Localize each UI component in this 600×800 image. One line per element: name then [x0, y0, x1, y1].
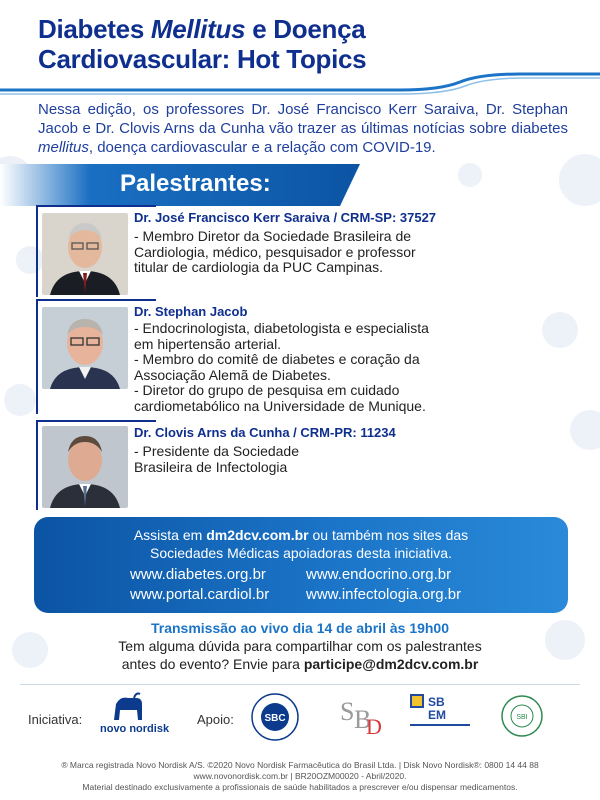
link-infectologia[interactable]: www.infectologia.org.br — [306, 586, 462, 603]
svg-text:SB: SB — [428, 695, 445, 709]
speaker-description: - Endocrinologista, diabetologista e especialista em hipertensão arterial. - Membro do comitê de diabetes e coração da Associação Alemã de Diabetes. - Diretor do grupo de pesquisa em cuidado cardiometabólico na Universidade de Munique. — [134, 320, 429, 414]
novo-nordisk-wordmark: novo nordisk — [100, 723, 170, 735]
question-text: Tem alguma dúvida para compartilhar com os palestrantes antes do evento? Envie para participe@dm2dcv.com.br — [118, 638, 482, 672]
watch-info-text: Assista em dm2dcv.com.br ou também nos sites das Sociedades Médicas apoiadoras desta iniciativa. — [133, 527, 469, 561]
intro-paragraph: Nessa edição, os professores Dr. José Francisco Kerr Saraiva, Dr. Stephan Jacob e Dr. Clovis Arns da Cunha vão trazer as últimas notícias sobre diabetes mellitus, doença cardiovascular e a relação com COVID-19. — [38, 101, 568, 156]
svg-text:EM: EM — [428, 708, 446, 722]
footer-divider — [20, 684, 580, 685]
speaker-description: - Membro Diretor da Sociedade Brasileira de Cardiologia, médico, pesquisador e professor titular de cardiologia da PUC Campinas. — [134, 228, 416, 275]
legal-line-1: ® Marca registrada Novo Nordisk A/S. ©2020 Novo Nordisk Farmacêutica do Brasil Ltda. | Disk Novo Nordisk®: 0800 14 44 88 — [61, 760, 539, 770]
speaker-card — [36, 205, 566, 300]
svg-text:B: B — [354, 705, 372, 734]
speaker-card — [36, 299, 566, 417]
novo-nordisk-logo — [108, 690, 148, 726]
sbd-logo — [332, 690, 388, 740]
link-cardiol[interactable]: www.portal.cardiol.br — [130, 586, 270, 603]
initiative-label: Iniciativa: — [28, 712, 83, 727]
svg-text:SBC: SBC — [264, 713, 286, 724]
link-endocrino[interactable]: www.endocrino.org.br — [306, 566, 452, 583]
email-link[interactable]: participe@dm2dcv.com.br — [303, 656, 479, 672]
speaker-photo — [42, 426, 128, 508]
speakers-heading: Palestrantes: — [120, 170, 271, 197]
svg-text:D: D — [366, 714, 382, 739]
link-diabetes[interactable]: www.diabetes.org.br — [130, 566, 266, 583]
legal-line-2: www.novonordisk.com.br | BR20OZM00020 - Abril/2020. — [193, 771, 407, 781]
main-site-link[interactable]: dm2dcv.com.br — [206, 527, 309, 543]
page-title: Diabetes Mellitus e Doença Cardiovascular: Hot Topics — [38, 14, 367, 74]
speaker-name: Dr. Stephan Jacob — [134, 304, 248, 319]
sbi-logo — [500, 694, 544, 738]
speaker-description: - Presidente da Sociedade Brasileira de Infectologia — [134, 443, 299, 475]
watch-info-box — [34, 517, 568, 613]
svg-text:S: S — [340, 697, 355, 726]
speaker-photo — [42, 307, 128, 389]
speaker-name: Dr. José Francisco Kerr Saraiva / CRM-SP: 37527 — [134, 210, 437, 225]
svg-text:SBI: SBI — [516, 714, 528, 721]
sbc-logo — [250, 692, 300, 742]
speaker-photo — [42, 213, 128, 295]
live-broadcast-info: Transmissão ao vivo dia 14 de abril às 19h00 — [150, 620, 450, 636]
legal-line-3: Material destinado exclusivamente a profissionais de saúde habilitados a prescrever e/ou dispensar medicamentos. — [82, 782, 518, 792]
speaker-name: Dr. Clovis Arns da Cunha / CRM-PR: 11234 — [134, 425, 396, 440]
support-label: Apoio: — [197, 712, 234, 727]
sbem-logo — [408, 692, 472, 732]
header-swoosh — [0, 72, 600, 102]
speaker-card — [36, 420, 566, 512]
